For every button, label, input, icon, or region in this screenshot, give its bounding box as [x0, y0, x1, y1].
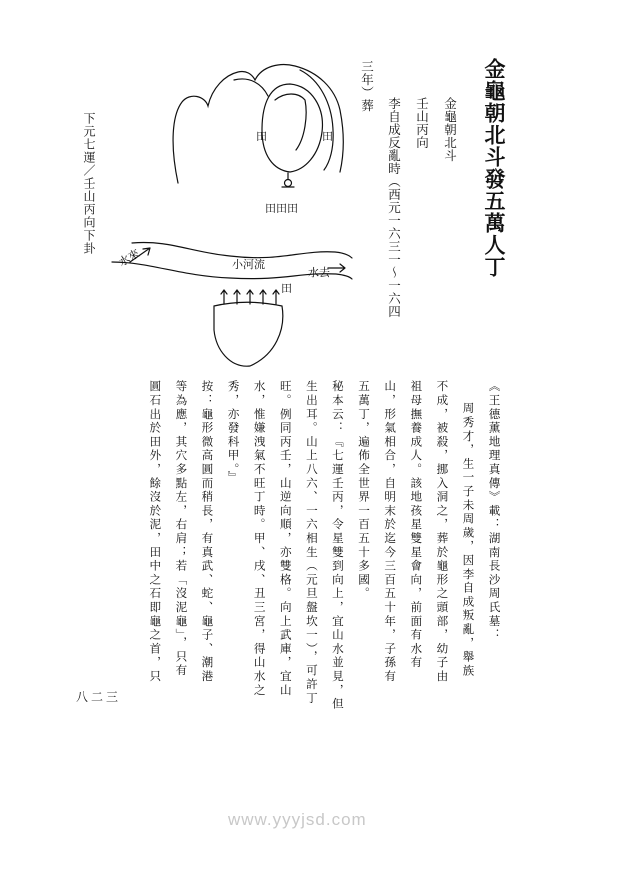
left-field-label: 田 — [256, 130, 267, 143]
right-field-label: 田 — [322, 130, 333, 143]
turtle-shell-inner — [275, 94, 306, 150]
water-out-label: 水去 — [308, 266, 330, 279]
body-column: 不成，被殺，挪入洞之，葬於龜形之頭部，幼子由 — [435, 380, 450, 684]
side-field-label: 田 — [281, 282, 292, 295]
turtle-head — [285, 180, 292, 187]
inner-hump-right — [300, 70, 333, 170]
inner-hump-left — [234, 79, 268, 96]
river-bank-upper — [132, 243, 352, 258]
pond-outline — [214, 302, 283, 366]
burial-date-line1: 李自成反亂時（西元一六三一～一六四 — [386, 97, 402, 318]
page-title: 金龜朝北斗發五萬人丁 — [482, 58, 507, 278]
flow-arrow-out — [328, 264, 345, 272]
burial-date-line2: 三年）葬 — [359, 60, 375, 112]
body-column: 祖母撫養成人。該地孩星雙星會向，前面有水有 — [409, 380, 424, 670]
orientation-label: 壬山丙向 — [414, 97, 430, 149]
top-fields-label: 田田田 — [265, 202, 298, 215]
body-column: 按：龜形微高圓而稍長，有真武、蛇、龜子、潮港 — [200, 380, 215, 684]
watermark: www.yyyjsd.com — [228, 810, 367, 829]
body-column: 生出耳。山上八六、一六相生（元旦盤坎一），可許丁 — [304, 380, 319, 706]
body-column: 秘本云：『七運壬丙，令星雙到向上，宜山水並見，但 — [330, 380, 345, 712]
side-caption: 下元七運／壬山丙向下卦 — [82, 112, 96, 255]
body-column: 山，形氣相合，自明末於迄今三百五十年，子孫有 — [383, 380, 398, 684]
page-number: 八二三 — [76, 690, 122, 704]
river-label: 小河流 — [232, 258, 265, 271]
body-column: 水，惟嫌洩氣不旺丁時。甲、戌、丑三宮，得山水之 — [252, 380, 267, 698]
body-column: 旺。例同丙壬，山逆向順，亦雙格。向上武庫，宜山 — [278, 380, 293, 698]
body-column: 等為應，其穴多點左，右肩；若「沒泥龜」，只有 — [174, 380, 189, 678]
mountain-outline — [173, 65, 343, 183]
body-column: 圓石出於田外，餘沒於泥，田中之石即龜之首，只 — [148, 380, 163, 684]
water-in-label: 水來 — [116, 246, 142, 270]
body-column: 《王德薰地理真傳》載：湖南長沙周氏墓： — [487, 380, 502, 643]
body-column: 秀，亦發科甲。』 — [226, 380, 241, 485]
site-name: 金龜朝北斗 — [442, 97, 458, 162]
body-column: 周秀才，生一子未周歲，因李自成叛亂，舉族 — [461, 402, 476, 678]
body-column: 五萬丁，遍佈全世界一百五十多國。 — [357, 380, 372, 601]
turtle-shell — [262, 84, 322, 172]
